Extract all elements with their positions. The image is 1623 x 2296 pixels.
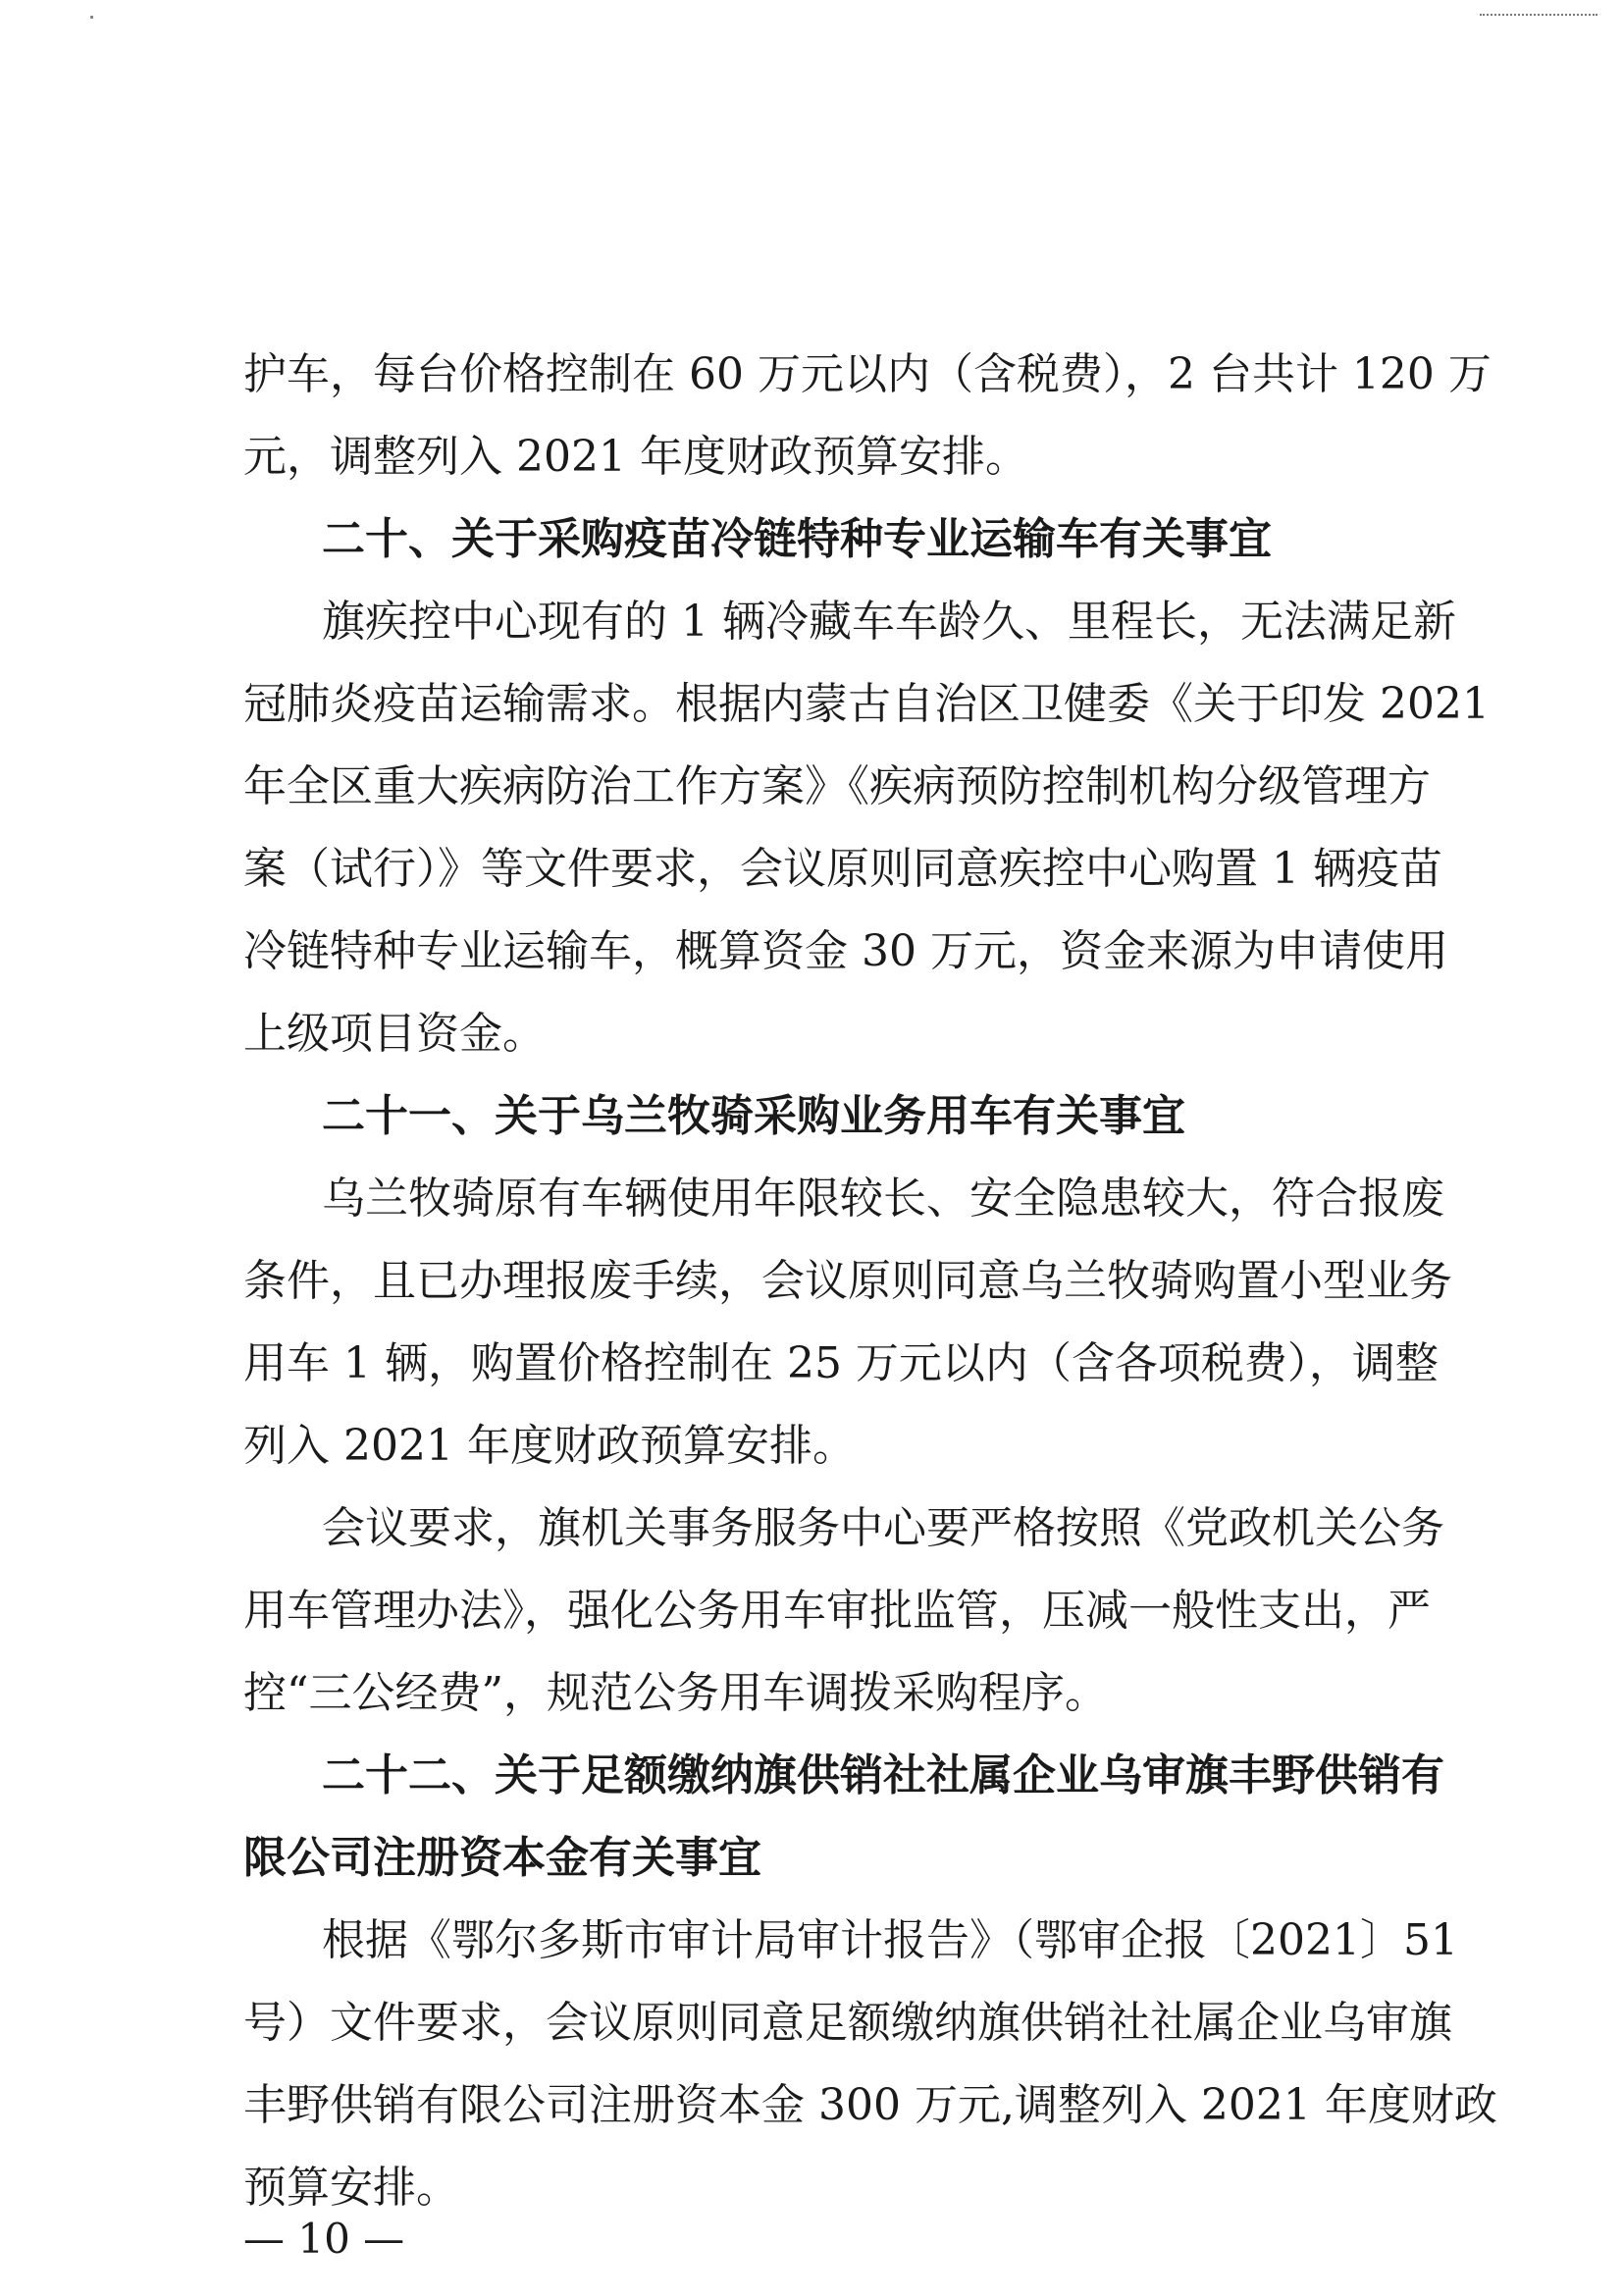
body-line: 上级项目资金。 [243,1009,546,1059]
body-line: 旗疾控中心现有的 1 辆冷藏车车龄久、里程长，无法满足新 [322,597,1456,647]
section-heading-21: 二十一、关于乌兰牧骑采购业务用车有关事宜 [322,1091,1185,1141]
body-line: 丰野供销有限公司注册资本金 300 万元,调整列入 2021 年度财政 [243,2080,1497,2130]
section-heading-22: 二十二、关于足额缴纳旗供销社社属企业乌审旗丰野供销有 [322,1750,1444,1800]
page-number: — 10 — [243,2215,405,2263]
body-line: 预算安排。 [243,2163,459,2213]
body-line: 案（试行）》等文件要求，会议原则同意疾控中心购置 1 辆疫苗 [243,844,1442,894]
section-heading-20: 二十、关于采购疫苗冷链特种专业运输车有关事宜 [322,514,1272,564]
body-line: 号）文件要求，会议原则同意足额缴纳旗供销社社属企业乌审旗 [243,1998,1452,2048]
body-line: 控“三公经费”，规范公务用车调拨采购程序。 [243,1668,1108,1718]
body-line: 用车管理办法》，强化公务用车审批监管，压减一般性支出，严 [243,1586,1431,1636]
body-line: 根据《鄂尔多斯市审计局审计报告》（鄂审企报〔2021〕51 [322,1915,1458,1965]
body-line: 列入 2021 年度财政预算安排。 [243,1421,856,1471]
body-line: 冠肺炎疫苗运输需求。根据内蒙古自治区卫健委《关于印发 2021 [243,679,1490,729]
body-line: 年全区重大疾病防治工作方案》《疾病预防控制机构分级管理方 [243,761,1431,811]
body-line: 条件，且已办理报废手续，会议原则同意乌兰牧骑购置小型业务 [243,1256,1452,1306]
body-line: 会议要求，旗机关事务服务中心要严格按照《党政机关公务 [322,1503,1444,1553]
body-line: 冷链特种专业运输车，概算资金 30 万元，资金来源为申请使用 [243,926,1448,976]
section-heading-22-cont: 限公司注册资本金有关事宜 [243,1833,761,1883]
body-line: 元，调整列入 2021 年度财政预算安排。 [243,432,1028,482]
body-line: 用车 1 辆，购置价格控制在 25 万元以内（含各项税费），调整 [243,1338,1439,1388]
body-line: 乌兰牧骑原有车辆使用年限较长、安全隐患较大，符合报废 [322,1174,1444,1224]
body-line: 护车，每台价格控制在 60 万元以内（含税费），2 台共计 120 万 [243,349,1492,399]
